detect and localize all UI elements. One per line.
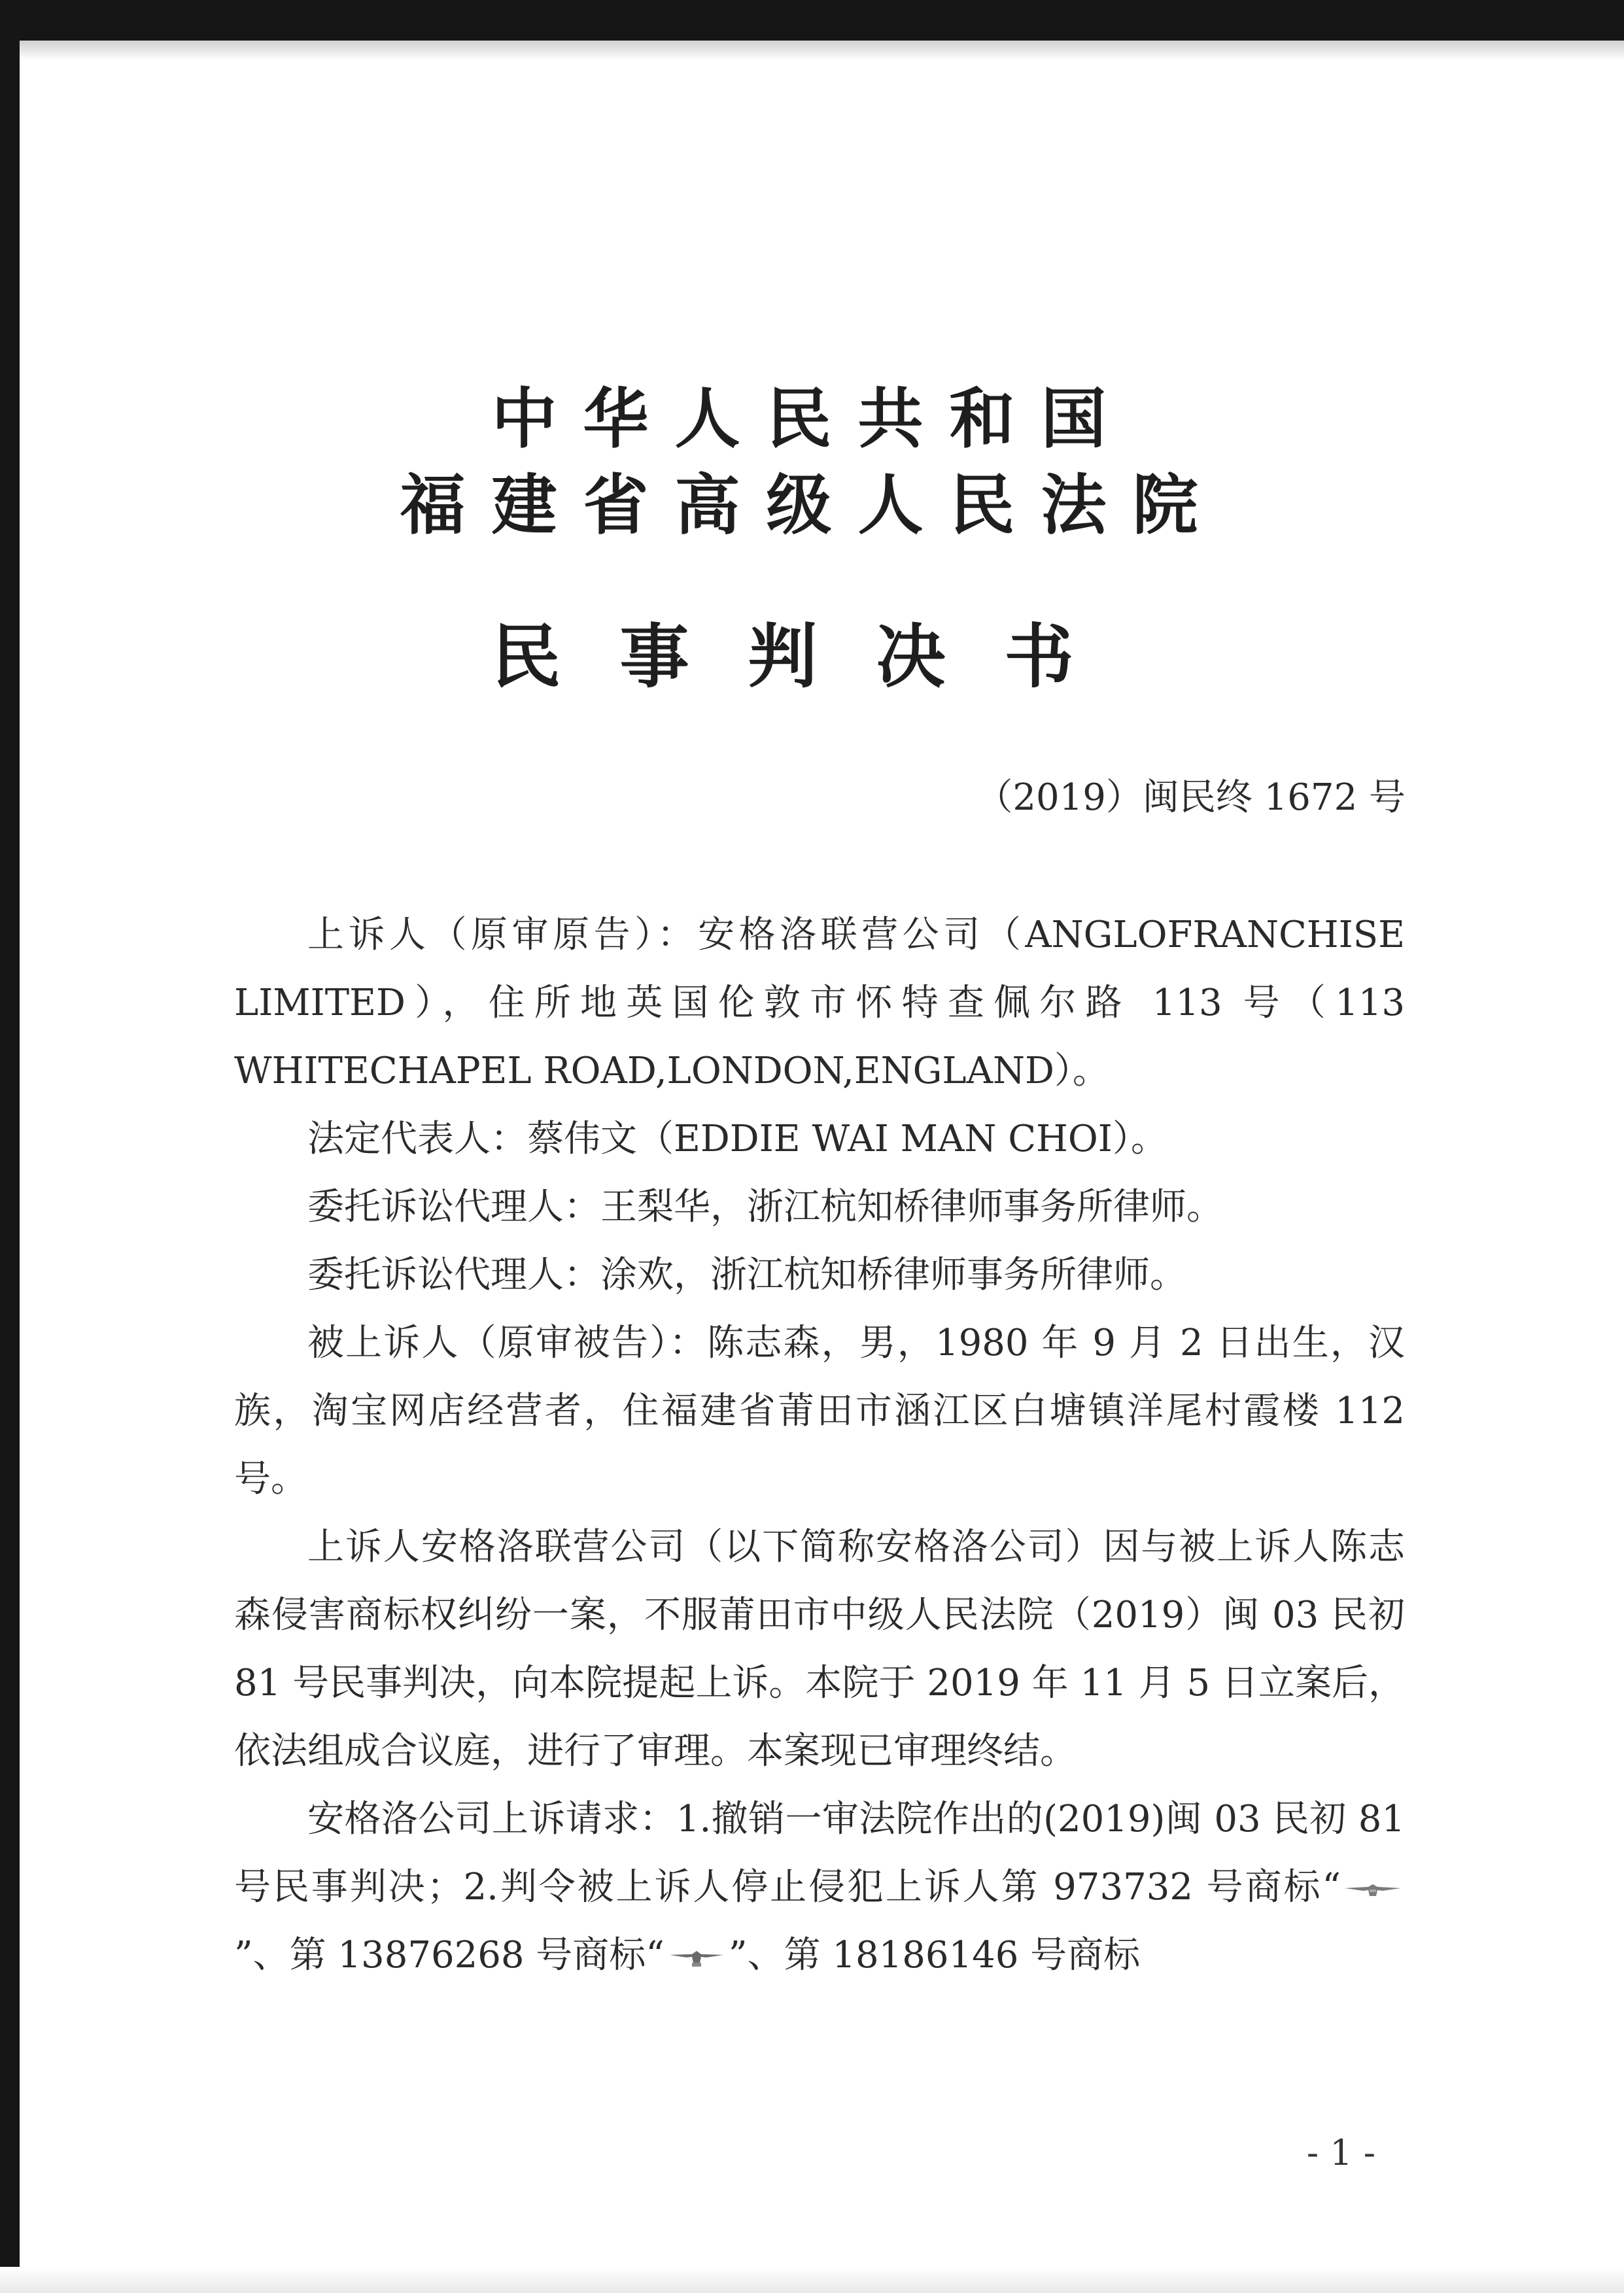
agent-paragraph-1: 委托诉讼代理人：王梨华，浙江杭知桥律师事务所律师。	[307, 1186, 1223, 1228]
document-type-title: 民事判决书	[491, 615, 1133, 697]
claims-text-b: ”、第 13876268 号商标“	[234, 1934, 665, 1976]
claims-text-a: 安格洛公司上诉请求：1.撤销一审法院作出的(2019)闽 03 民初 81 号民事判决；2.判令被上诉人停止侵犯上诉人第 973732 号商标“	[234, 1798, 1405, 1908]
case-number: （2019）闽民终 1672 号	[976, 776, 1406, 819]
appellant-paragraph: 上诉人（原审原告）：安格洛联营公司（ANGLOFRANCHISE LIMITED），住所地英国伦敦市怀特查佩尔路 113 号（113 WHITECHAPEL ROAD,LONDON,ENGLAND）。	[234, 914, 1405, 1092]
scan-bottom-edge	[0, 2267, 1624, 2293]
case-intro-paragraph: 上诉人安格洛联营公司（以下简称安格洛公司）因与被上诉人陈志森侵害商标权纠纷一案，不服莆田市中级人民法院（2019）闽 03 民初 81 号民事判决，向本院提起上诉。本院于 2019 年 11 月 5 日立案后，依法组成合议庭，进行了审理。本案现已审理终结。	[234, 1526, 1405, 1772]
court-title: 福建省高级人民法院	[400, 466, 1224, 543]
boy-eagle-trademark-icon	[667, 1948, 726, 1968]
scan-top-shadow	[0, 41, 1624, 60]
agent-paragraph-2: 委托诉讼代理人：涂欢，浙江杭知桥律师事务所律师。	[307, 1254, 1186, 1296]
country-title: 中华人民共和国	[491, 380, 1133, 457]
scan-top-edge	[0, 0, 1624, 41]
scan-left-edge	[0, 0, 20, 2293]
legal-representative-paragraph: 法定代表人：蔡伟文（EDDIE WAI MAN CHOI）。	[307, 1118, 1167, 1160]
claims-paragraph	[234, 1785, 1405, 1990]
document-body	[234, 901, 1405, 1990]
eagle-trademark-icon	[1343, 1880, 1402, 1900]
claims-text-c: ”、第 18186146 号商标	[728, 1934, 1141, 1976]
appellee-paragraph: 被上诉人（原审被告）：陈志森，男，1980 年 9 月 2 日出生，汉族，淘宝网店经营者，住福建省莆田市涵江区白塘镇洋尾村霞楼 112 号。	[234, 1322, 1405, 1500]
page-number: - 1 -	[1306, 2132, 1375, 2173]
